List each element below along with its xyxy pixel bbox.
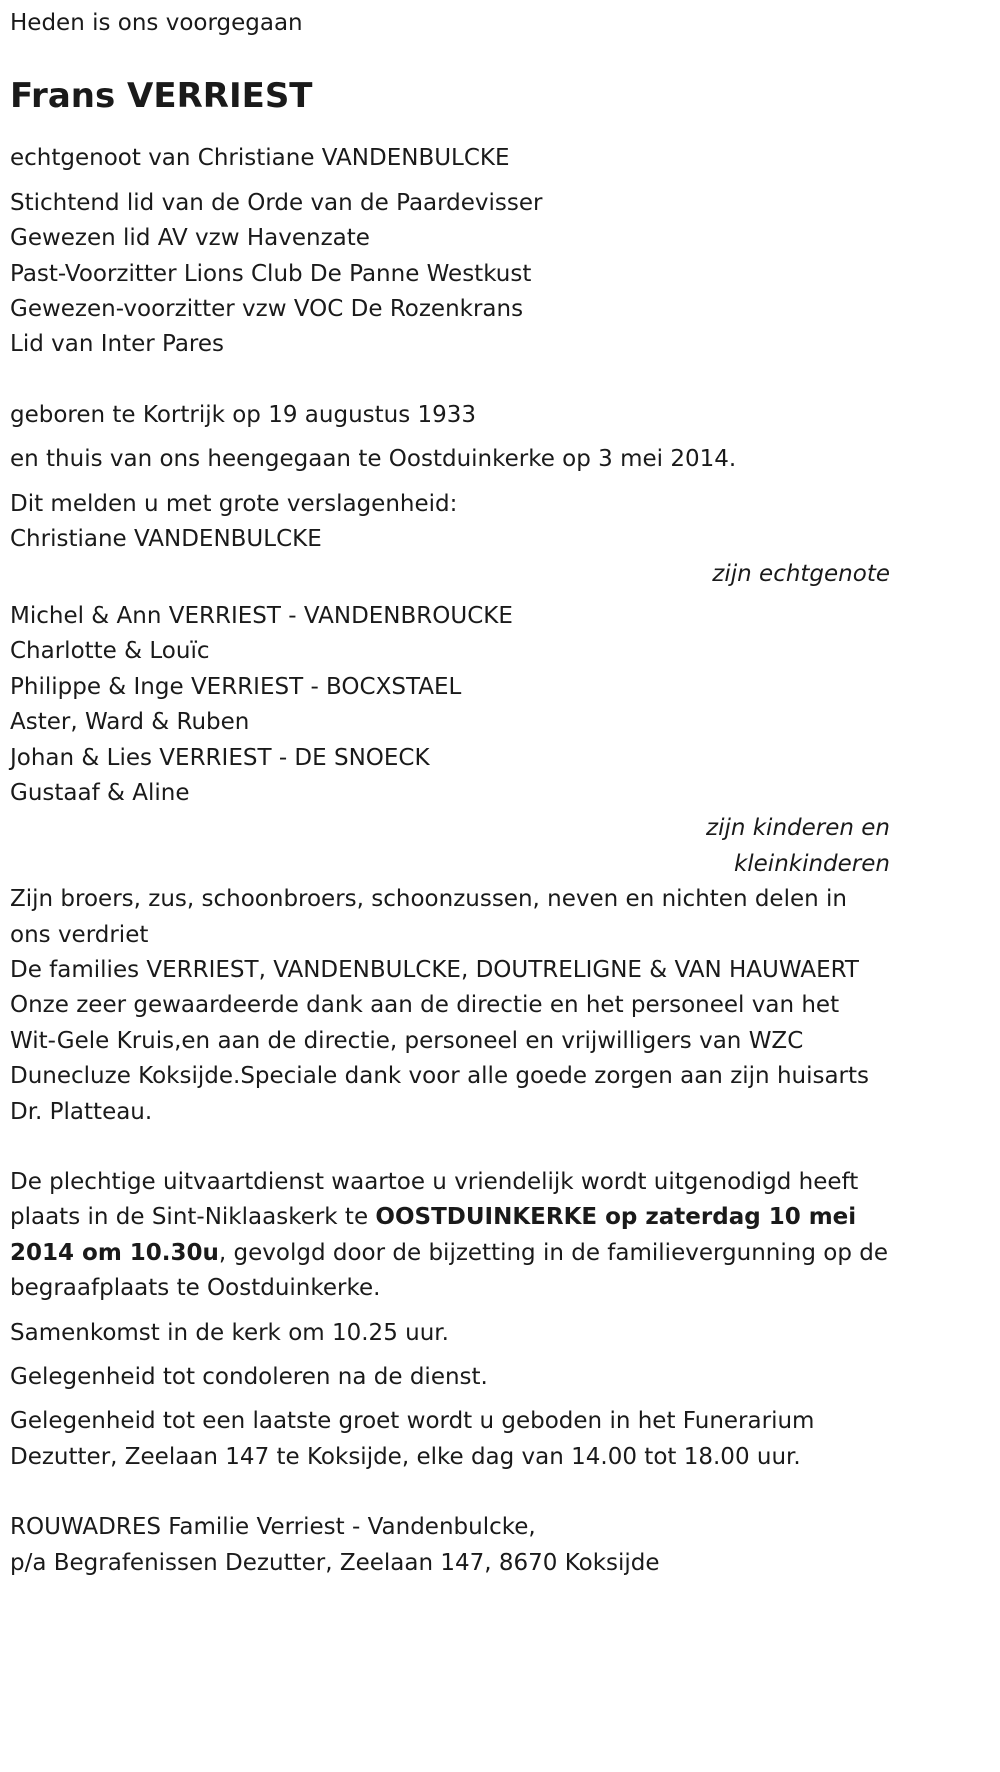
- child-family: Philippe & Inge VERRIEST - BOCXSTAEL: [10, 673, 462, 700]
- role-item: Lid van Inter Pares: [10, 331, 225, 358]
- thanks-text: Onze zeer gewaardeerde dank aan de directie en het personeel van het Wit-Gele Kruis,en aan de directie, personeel en vrijwilligers van WZC Dunecluze Koksijde.Speciale dank voor alle goede zorgen aan zijn huisarts Dr. Platteau.: [10, 992, 870, 1125]
- service-text-part2: , gevolgd door de bijzetting in de familievergunning op de begraafplaats te Oostduinkerke.: [10, 1239, 888, 1302]
- service-text: [10, 1165, 890, 1307]
- role-item: Stichtend lid van de Orde van de Paardevisser: [10, 189, 543, 216]
- role-item: Past-Voorzitter Lions Club De Panne Westkust: [10, 260, 532, 287]
- child-family: Johan & Lies VERRIEST - DE SNOECK: [10, 744, 430, 771]
- mourning-address-line2: p/a Begrafenissen Dezutter, Zeelaan 147, 8670 Koksijde: [10, 1549, 660, 1576]
- children-role: zijn kinderen en: [706, 815, 890, 842]
- condolences-text: Gelegenheid tot condoleren na de dienst.: [10, 1364, 488, 1390]
- deceased-name: Frans VERRIEST: [10, 76, 313, 117]
- role-item: Gewezen lid AV vzw Havenzate: [10, 225, 370, 252]
- grandchildren: Gustaaf & Aline: [10, 779, 190, 806]
- wife-name: Christiane VANDENBULCKE: [10, 526, 322, 553]
- intro-text: Heden is ons voorgegaan: [10, 10, 303, 36]
- grandchildren: Aster, Ward & Ruben: [10, 709, 250, 736]
- birth-line: geboren te Kortrijk op 19 augustus 1933: [10, 401, 477, 428]
- siblings-text: Zijn broers, zus, schoonbroers, schoonzussen, neven en nichten delen in ons verdriet: [10, 886, 847, 948]
- wife-role: zijn echtgenote: [712, 561, 890, 588]
- announce-line: Dit melden u met grote verslagenheid:: [10, 490, 458, 517]
- grandchildren-role: kleinkinderen: [733, 850, 890, 877]
- roles-list: [10, 186, 890, 363]
- mourning-address-line1: ROUWADRES Familie Verriest - Vandenbulcke,: [10, 1514, 536, 1541]
- gathering-text: Samenkomst in de kerk om 10.25 uur.: [10, 1319, 449, 1346]
- grandchildren: Charlotte & Louïc: [10, 638, 210, 665]
- death-line: en thuis van ons heengegaan te Oostduinkerke op 3 mei 2014.: [10, 446, 737, 473]
- farewell-text: Gelegenheid tot een laatste groet wordt u geboden in het Funerarium Dezutter, Zeelaan 147 te Koksijde, elke dag van 14.00 tot 18.00 uur.: [10, 1408, 815, 1470]
- role-item: Gewezen-voorzitter vzw VOC De Rozenkrans: [10, 296, 524, 323]
- spouse-line: echtgenoot van Christiane VANDENBULCKE: [10, 145, 510, 172]
- families-text: De families VERRIEST, VANDENBULCKE, DOUTRELIGNE & VAN HAUWAERT: [10, 956, 859, 983]
- service-text-part1: De plechtige uitvaartdienst waartoe u vriendelijk wordt uitgenodigd heeft plaats in de Sint-Niklaaskerk te: [10, 1168, 859, 1231]
- children-list: [10, 599, 890, 811]
- child-family: Michel & Ann VERRIEST - VANDENBROUCKE: [10, 602, 513, 629]
- service-date-location: OOSTDUINKERKE op zaterdag 10 mei 2014 om 10.30u: [10, 1204, 857, 1266]
